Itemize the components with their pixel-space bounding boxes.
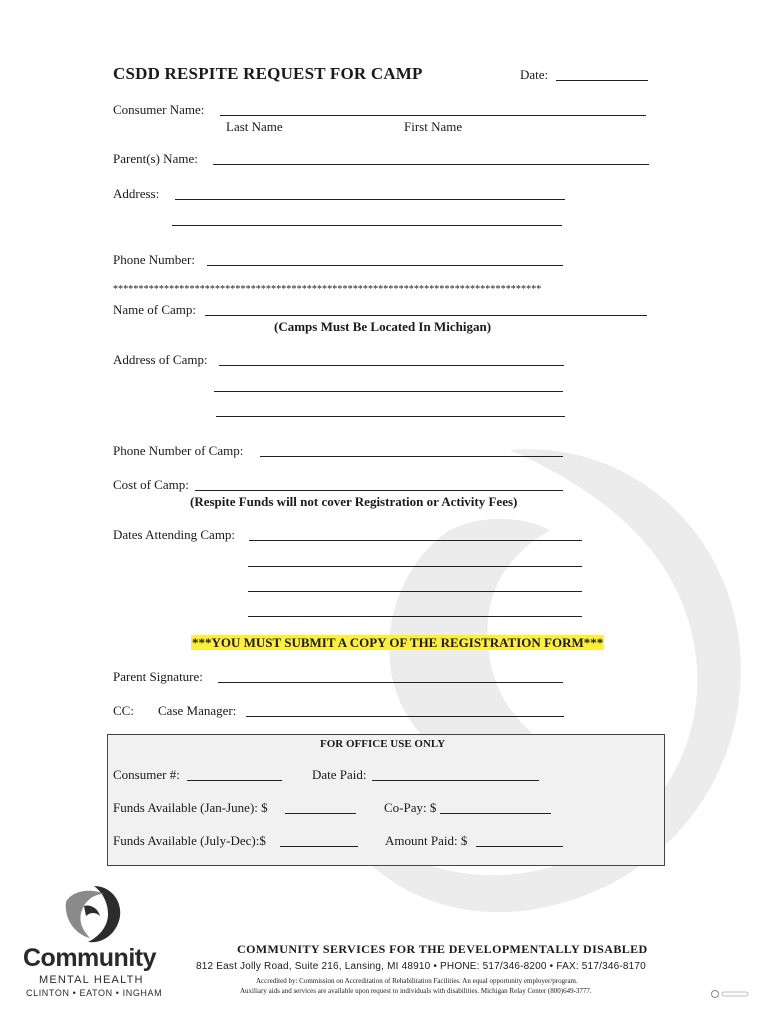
funds-july-dec-field[interactable] [280,846,358,847]
camp-address-field-line-3[interactable] [216,416,565,417]
office-heading: FOR OFFICE USE ONLY [320,738,446,750]
case-manager-field[interactable] [246,716,564,717]
camp-phone-label: Phone Number of Camp: [113,443,244,458]
dates-field-line-4[interactable] [248,616,582,617]
camp-address-field-line-2[interactable] [214,391,563,392]
date-paid-field[interactable] [372,780,539,781]
camp-address-label: Address of Camp: [113,352,208,367]
logo-wordmark: Community [23,944,156,972]
funds-july-dec-label: Funds Available (July-Dec):$ [113,833,266,848]
copay-field[interactable] [440,813,551,814]
consumer-number-label: Consumer #: [113,767,180,782]
form-title: CSDD RESPITE REQUEST FOR CAMP [113,64,423,83]
date-label: Date: [520,67,549,82]
print-seal-icon [710,989,750,999]
amount-paid-field[interactable] [476,846,563,847]
dates-field-line-1[interactable] [249,540,582,541]
dates-field-line-3[interactable] [248,591,582,592]
camp-name-label: Name of Camp: [113,302,197,317]
footer-org-name: COMMUNITY SERVICES FOR THE DEVELOPMENTALLY DISABLED [237,942,648,956]
address-label: Address: [113,186,160,201]
camp-name-field[interactable] [205,315,647,316]
registration-notice-text: ***YOU MUST SUBMIT A COPY OF THE REGISTRATION FORM*** [192,635,604,650]
camp-cost-label: Cost of Camp: [113,477,189,492]
date-paid-label: Date Paid: [312,767,367,782]
case-manager-label: Case Manager: [158,703,237,718]
parents-name-field[interactable] [213,164,649,165]
address-field-line-1[interactable] [175,199,565,200]
phone-field[interactable] [207,265,563,266]
copay-label: Co-Pay: $ [384,800,437,815]
footer-accredited: Accredited by: Commission on Accreditation of Rehabilitation Facilities. An equal opportunity employer/program. [256,977,578,985]
logo-subtitle: MENTAL HEALTH [39,974,144,986]
cost-note: (Respite Funds will not cover Registration or Activity Fees) [190,494,518,509]
parent-signature-field[interactable] [218,682,563,683]
consumer-name-field[interactable] [220,115,646,116]
footer-address: 812 East Jolly Road, Suite 216, Lansing, MI 48910 • PHONE: 517/346-8200 • FAX: 517/346-8170 [196,961,646,972]
consumer-number-field[interactable] [187,780,282,781]
phone-label: Phone Number: [113,252,195,267]
camp-phone-field[interactable] [260,456,563,457]
funds-jan-june-field[interactable] [285,813,356,814]
logo-counties: CLINTON • EATON • INGHAM [26,988,163,998]
registration-notice [191,634,604,652]
separator-asterisks: ************************************************************************************ [113,284,542,295]
date-field[interactable] [556,80,648,81]
camp-address-field-line-1[interactable] [219,365,564,366]
address-field-line-2[interactable] [172,225,562,226]
community-logo-icon [60,884,124,946]
dates-field-line-2[interactable] [248,566,582,567]
camp-cost-field[interactable] [195,490,563,491]
cc-label: CC: [113,703,134,718]
amount-paid-label: Amount Paid: $ [385,833,468,848]
last-name-caption: Last Name [226,119,283,134]
camp-location-note: (Camps Must Be Located In Michigan) [274,319,492,334]
parents-name-label: Parent(s) Name: [113,151,198,166]
dates-label: Dates Attending Camp: [113,527,236,542]
first-name-caption: First Name [404,119,463,134]
funds-jan-june-label: Funds Available (Jan-June): $ [113,800,268,815]
parent-signature-label: Parent Signature: [113,669,203,684]
footer-auxiliary: Auxiliary aids and services are available upon request to individuals with disabilities. Michigan Relay Center (800)649-3777. [240,987,592,995]
consumer-name-label: Consumer Name: [113,102,205,117]
